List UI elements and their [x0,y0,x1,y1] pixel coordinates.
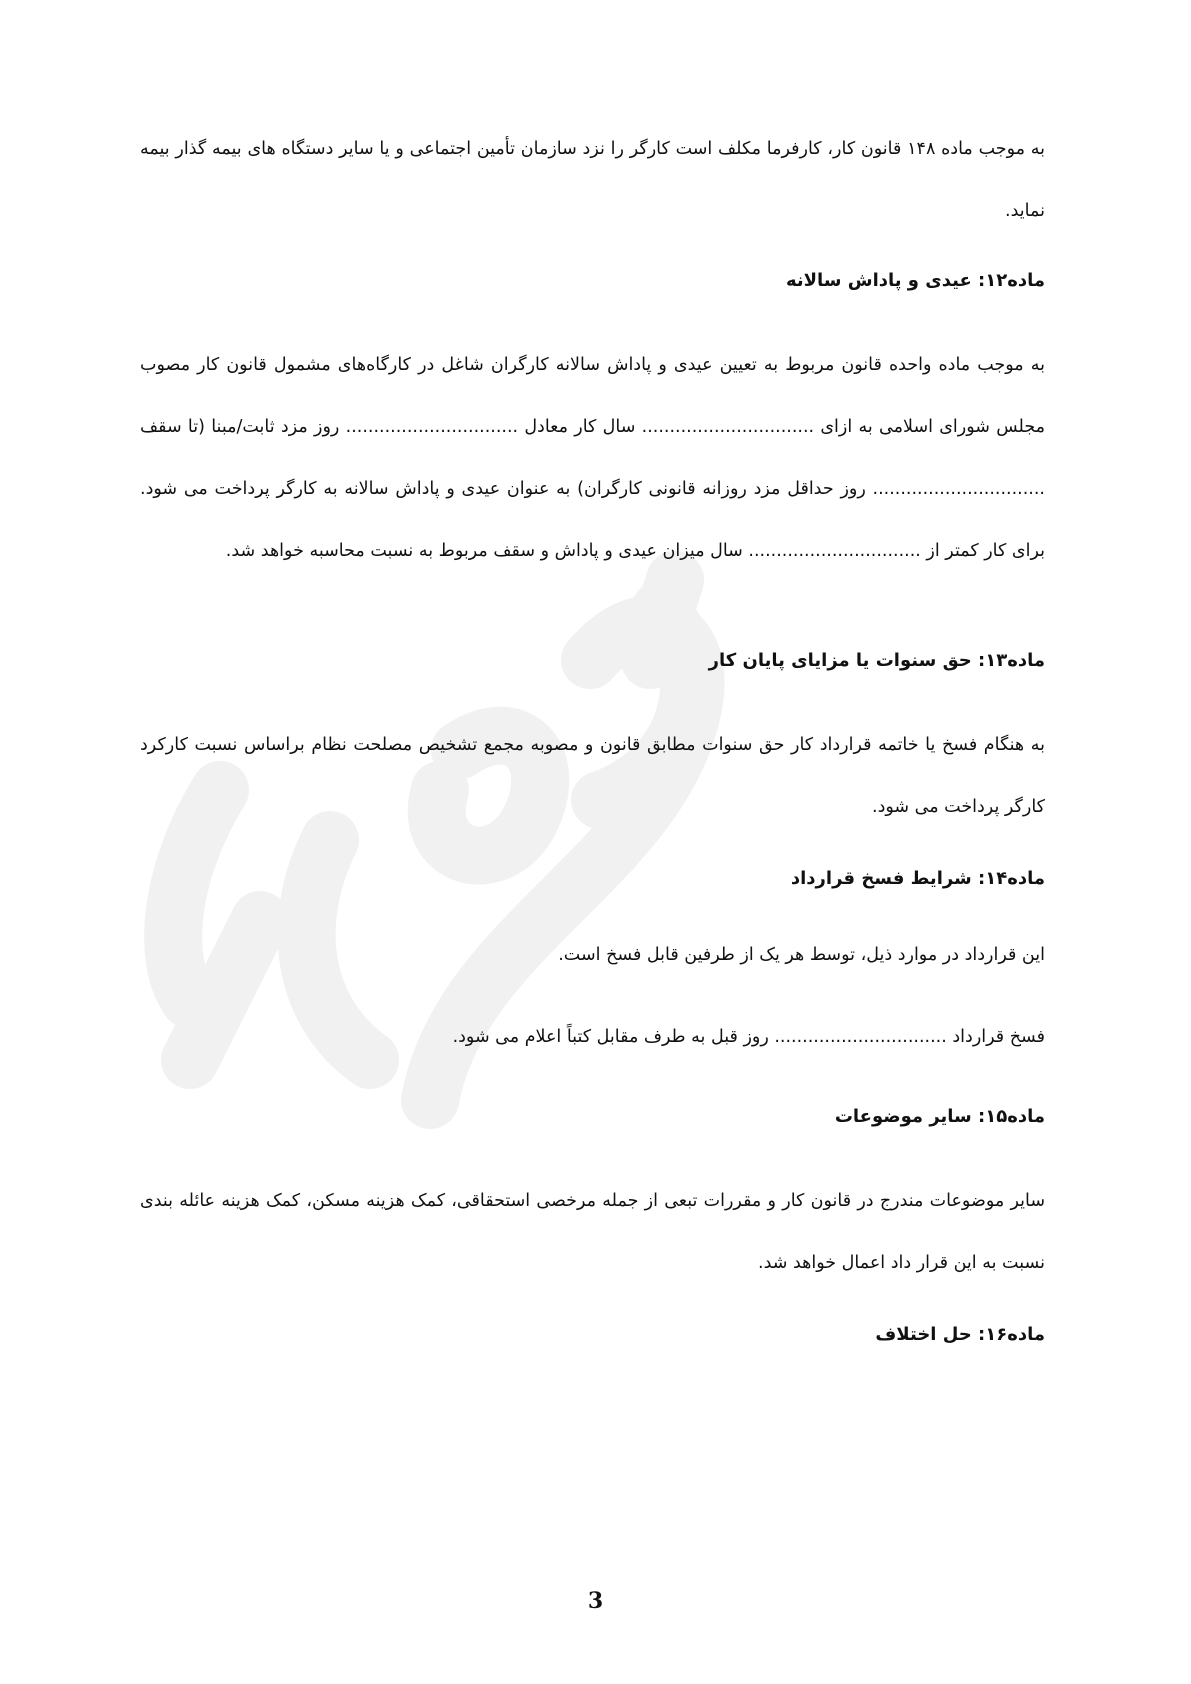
article-12-paragraph: به موجب ماده واحده قانون مربوط به تعیین عیدی و پاداش سالانه کارگران شاغل در کارگاه‌های مشمول قانون کار مصوب مجلس شورای اسلامی به ازای ............................... سال کار معادل ............................... روز مزد ثابت/مبنا (تا سقف ............................... روز حداقل مزد روزانه قانونی کارگران) به عنوان عیدی و پاداش سالانه به کارگر پرداخت می شود. برای کار کمتر از ............................... سال میزان عیدی و پاداش و سقف مربوط به نسبت محاسبه خواهد شد. [140,355,1045,561]
article-15-paragraph: سایر موضوعات مندرج در قانون کار و مقررات تبعی از جمله مرخصی استحقاقی، کمک هزینه مسکن، کمک هزینه عائله بندی نسبت به این قرار داد اعمال خواهد شد. [140,1191,1045,1273]
intro-paragraph: به موجب ماده ۱۴۸ قانون کار، کارفرما مکلف است کارگر را نزد سازمان تأمین اجتماعی و یا سایر دستگاه های بیمه گذار بیمه نماید. [140,139,1046,221]
article-13-paragraph: به هنگام فسخ یا خاتمه قرارداد کار حق سنوات مطابق قانون و مصوبه مجمع تشخیص مصلحت نظام براساس نسبت کارکرد کارگر پرداخت می شود. [140,735,1045,817]
article-12-heading: ماده۱۲: عیدی و پاداش سالانه [785,270,1045,291]
article-15-heading: ماده۱۵: سایر موضوعات [834,1106,1045,1127]
page-number: 3 [587,1588,604,1614]
article-14-heading: ماده۱۴: شرایط فسخ قرارداد [790,868,1045,889]
article-16-heading: ماده۱۶: حل اختلاف [875,1324,1045,1345]
article-14-notice-paragraph: فسخ قرارداد ............................... روز قبل به طرف مقابل کتباً اعلام می شود. [452,1027,1045,1047]
article-13-heading: ماده۱۳: حق سنوات یا مزایای پایان کار [708,650,1045,671]
article-14-paragraph: این قرارداد در موارد ذیل، توسط هر یک از طرفین قابل فسخ است. [558,945,1045,965]
